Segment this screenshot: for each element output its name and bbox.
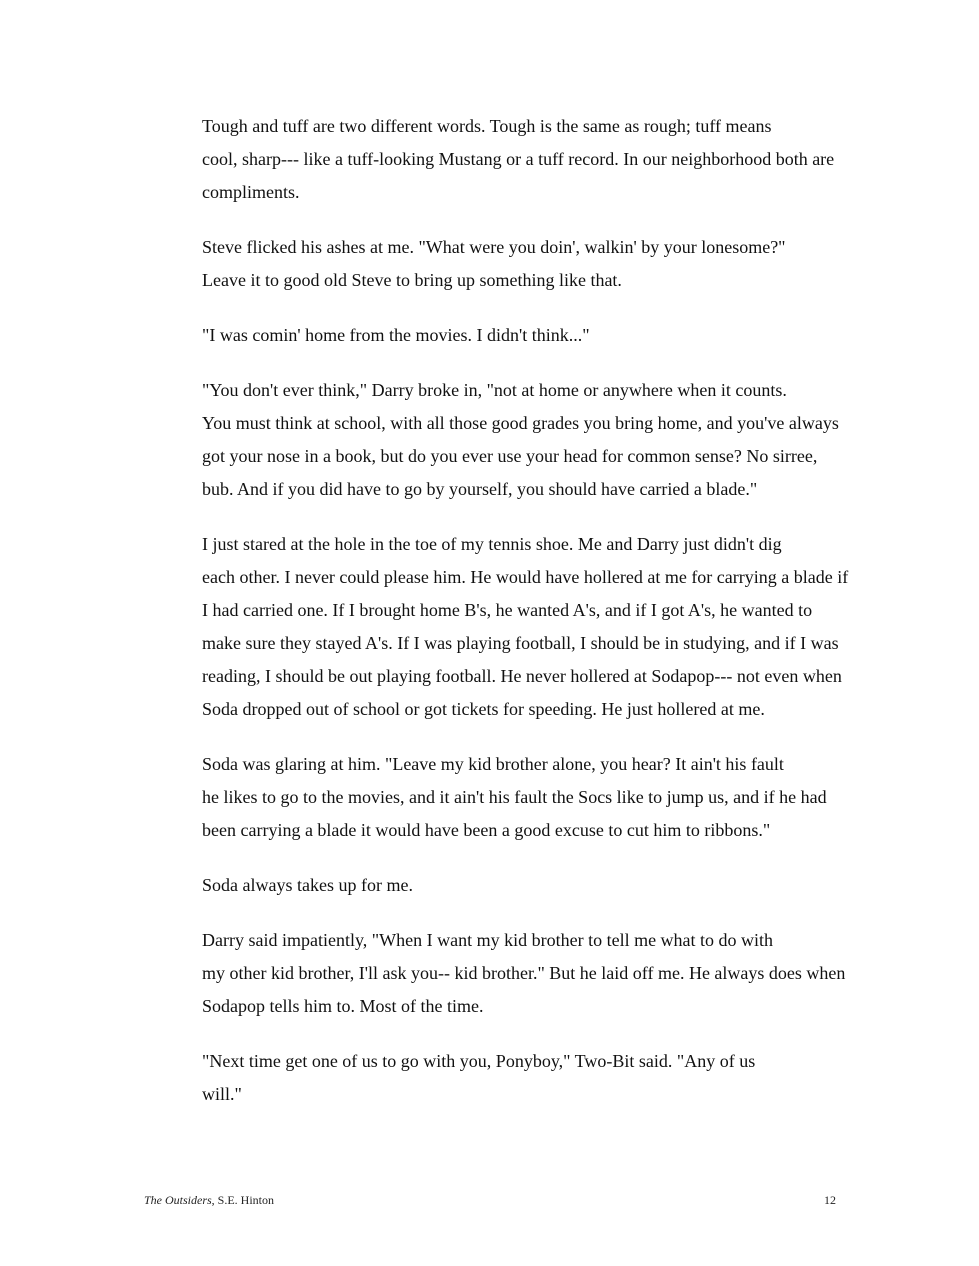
text-line: Darry said impatiently, "When I want my kid brother to tell me what to do with	[202, 930, 774, 950]
paragraph	[144, 231, 836, 297]
text-line: cool, sharp--- like a tuff-looking Mustang or a tuff record. In our neighborhood both are	[202, 149, 835, 169]
text-line: "You don't ever think," Darry broke in, "not at home or anywhere when it counts.	[202, 380, 787, 400]
paragraph	[144, 748, 836, 847]
page-number: 12	[824, 1193, 836, 1207]
text-line: I had carried one. If I brought home B's, he wanted A's, and if I got A's, he wanted to	[202, 600, 813, 620]
text-line: "I was comin' home from the movies. I didn't think..."	[202, 325, 590, 345]
footer-book-title: The Outsiders	[144, 1193, 212, 1207]
text-line: make sure they stayed A's. If I was playing football, I should be in studying, and if I was	[202, 633, 839, 653]
text-line: my other kid brother, I'll ask you-- kid brother." But he laid off me. He always does when	[202, 963, 846, 983]
text-line: Soda was glaring at him. "Leave my kid brother alone, you hear? It ain't his fault	[202, 754, 784, 774]
page-footer	[144, 1193, 836, 1213]
paragraph	[144, 319, 836, 352]
text-line: bub. And if you did have to go by yourself, you should have carried a blade."	[202, 479, 758, 499]
text-line: Soda always takes up for me.	[202, 875, 413, 895]
text-line: been carrying a blade it would have been a good excuse to cut him to ribbons."	[202, 820, 771, 840]
paragraph	[144, 869, 836, 902]
text-line: Tough and tuff are two different words. Tough is the same as rough; tuff means	[202, 116, 772, 136]
footer-citation	[144, 1193, 274, 1208]
paragraph	[144, 374, 839, 506]
text-line: Sodapop tells him to. Most of the time.	[202, 996, 484, 1016]
paragraph	[144, 1045, 836, 1111]
text-line: got your nose in a book, but do you ever use your head for common sense? No sirree,	[202, 446, 818, 466]
footer-author: , S.E. Hinton	[211, 1193, 275, 1207]
text-line: I just stared at the hole in the toe of my tennis shoe. Me and Darry just didn't dig	[202, 534, 782, 554]
body-text	[144, 110, 849, 1133]
text-line: reading, I should be out playing football. He never hollered at Sodapop--- not even when	[202, 666, 842, 686]
paragraph	[144, 110, 836, 209]
text-line: will."	[202, 1084, 242, 1104]
paragraph	[144, 924, 846, 1023]
text-line: Leave it to good old Steve to bring up something like that.	[202, 270, 622, 290]
text-line: Steve flicked his ashes at me. "What were you doin', walkin' by your lonesome?"	[202, 237, 786, 257]
text-line: Soda dropped out of school or got tickets for speeding. He just hollered at me.	[202, 699, 765, 719]
text-line: each other. I never could please him. He would have hollered at me for carrying a blade if	[202, 567, 849, 587]
text-line: he likes to go to the movies, and it ain't his fault the Socs like to jump us, and if he had	[202, 787, 827, 807]
text-line: compliments.	[202, 182, 300, 202]
text-line: "Next time get one of us to go with you, Ponyboy," Two-Bit said. "Any of us	[202, 1051, 756, 1071]
paragraph	[144, 528, 849, 726]
text-line: You must think at school, with all those good grades you bring home, and you've always	[202, 413, 839, 433]
